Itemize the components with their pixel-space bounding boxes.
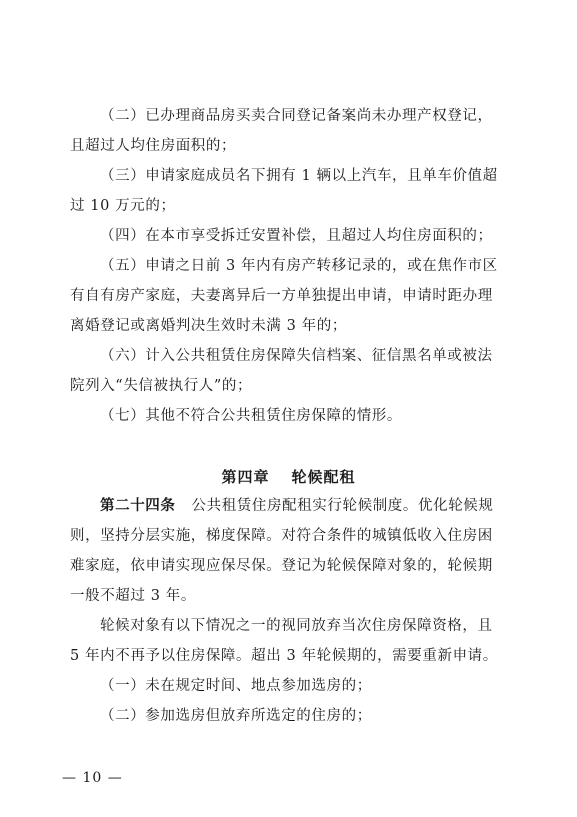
item6-line2: 院列入“失信被执行人”的； (70, 378, 253, 394)
article24-line1 (100, 496, 550, 516)
article24-line4: 一般不超过 3 年。 (70, 588, 196, 604)
article24-line1-text: 公共租赁住房配租实行轮候制度。优化轮候规 (191, 498, 494, 514)
item3-line1: （三）申请家庭成员名下拥有 1 辆以上汽车，且单车价值超 (100, 168, 498, 184)
page-number: — 10 — (62, 770, 123, 786)
item5-line3: 离婚登记或离婚判决生效时未满 3 年的； (70, 318, 347, 334)
article24-line2: 则，坚持分层实施，梯度保障。对符合条件的城镇低收入住房困 (70, 528, 493, 544)
list-b-item2: （二）参加选房但放弃所选定的住房的； (100, 708, 372, 724)
item2-line1: （二）已办理商品房买卖合同登记备案尚未办理产权登记， (100, 108, 493, 124)
chapter-heading (0, 466, 577, 487)
item3-line2: 过 10 万元的； (70, 198, 176, 214)
item2-line2: 且超过人均住房面积的； (70, 138, 237, 154)
item5-line1: （五）申请之日前 3 年内有房产转移记录的，或在焦作市区 (100, 258, 498, 274)
chapter-title: 轮候配租 (291, 468, 356, 486)
item4-line1: （四）在本市享受拆迁安置补偿，且超过人均住房面积的； (100, 228, 493, 244)
item6-line1: （六）计入公共租赁住房保障失信档案、征信黑名单或被法 (100, 348, 493, 364)
article-label: 第二十四条 (100, 498, 176, 514)
chapter-number: 第四章 (221, 468, 270, 486)
waiting-line1: 轮候对象有以下情况之一的视同放弃当次住房保障资格，且 (100, 618, 493, 634)
item7-line1: （七）其他不符合公共租赁住房保障的情形。 (100, 408, 402, 424)
list-b-item1: （一）未在规定时间、地点参加选房的； (100, 678, 372, 694)
waiting-line2: 5 年内不再予以住房保障。超出 3 年轮候期的，需要重新申请。 (70, 648, 498, 664)
article24-line3: 难家庭，依申请实现应保尽保。登记为轮候保障对象的，轮候期 (70, 558, 493, 574)
item5-line2: 有自有房产家庭，夫妻离异后一方单独提出申请，申请时距办理 (70, 288, 493, 304)
